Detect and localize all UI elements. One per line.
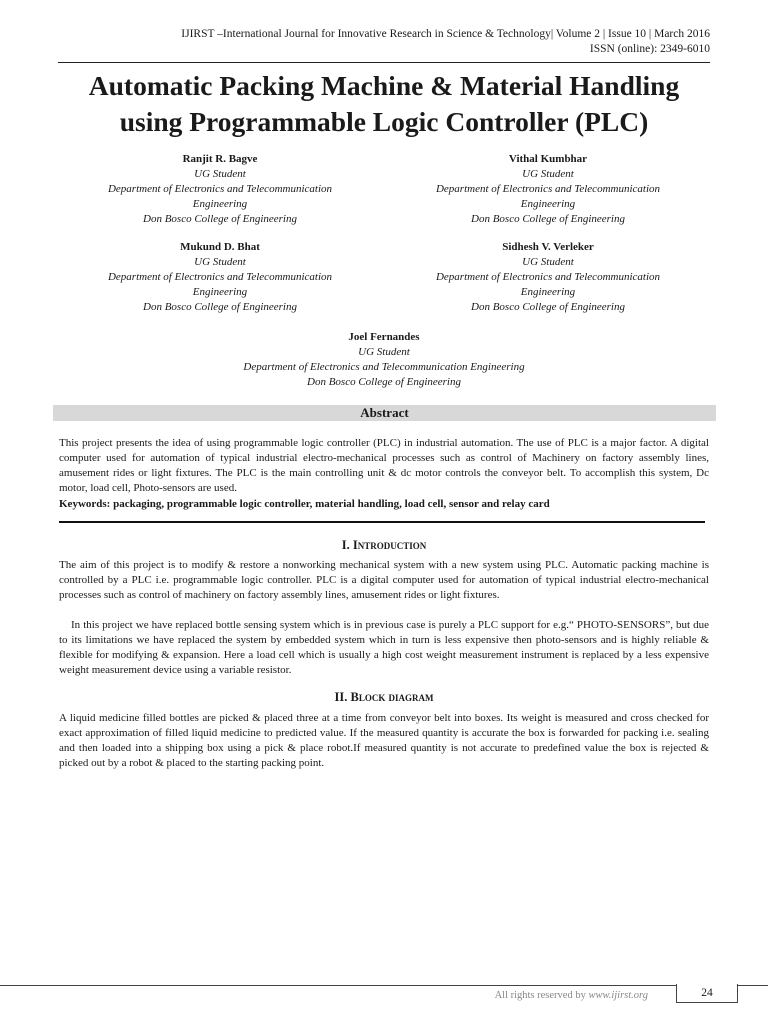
author-college: Don Bosco College of Engineering	[471, 213, 625, 225]
keywords-divider	[59, 521, 705, 523]
title-line-2: using Programmable Logic Controller (PLC)	[119, 106, 649, 137]
author-dept: Department of Electronics and Telecommunication	[107, 183, 333, 195]
footer-website-link[interactable]: www.ijirst.org	[588, 990, 648, 1001]
abstract-text: This project presents the idea of using programmable logic controller (PLC) in industrial automation. The use of PLC is a major factor. A digital computer used for automation of typical industrial electro-mechanical processes such as control of Machinery on factory assembly lines, amusement rides or light fixtures. The PLC is the main controlling unit & dc motor controls the conveyor belt. To accomplish this system, Dc motor, load cell, Photo-sensors are used.	[59, 437, 709, 494]
author-college: Don Bosco College of Engineering	[307, 376, 461, 388]
intro-paragraph-2-text: In this project we have replaced bottle sensing system which is in previous case is purely a PLC support for e.g.“ PHOTO-SENSORS”, but due to its limitations we have replaced the system by embedded system which in turn is less expensive then photo-sensors and is highly reliable & flexible for modifying & expansion. Here a load cell which is usually a high cost weight measurement instrument is replaced by a less expensive weight measurement device using a variable resistor.	[59, 619, 709, 676]
author-role: UG Student	[522, 256, 574, 268]
author-name: Mukund D. Bhat	[180, 241, 260, 253]
author-block	[140, 330, 628, 390]
author-name: Vithal Kumbhar	[508, 153, 588, 165]
header-divider	[58, 62, 710, 63]
author-role: UG Student	[194, 168, 246, 180]
page-number: 24	[676, 984, 738, 1003]
author-college: Don Bosco College of Engineering	[471, 301, 625, 313]
author-name: Ranjit R. Bagve	[182, 153, 258, 165]
author-dept-cont: Engineering	[520, 286, 576, 298]
author-role: UG Student	[522, 168, 574, 180]
author-dept: Department of Electronics and Telecommunication	[435, 271, 661, 283]
author-dept-cont: Engineering	[192, 286, 248, 298]
author-college: Don Bosco College of Engineering	[143, 301, 297, 313]
author-block	[392, 152, 704, 227]
author-dept: Department of Electronics and Telecommunication	[435, 183, 661, 195]
abstract-heading: Abstract	[53, 405, 716, 421]
section-number: I.	[341, 538, 350, 552]
intro-paragraph-2	[59, 618, 709, 678]
section-heading-introduction	[59, 537, 709, 553]
journal-issn: ISSN (online): 2349-6010	[589, 43, 710, 55]
section-number: II.	[334, 690, 348, 704]
footer-rights	[495, 990, 648, 1001]
footer-divider	[0, 985, 768, 986]
author-dept: Department of Electronics and Telecommunication	[107, 271, 333, 283]
author-name: Sidhesh V. Verleker	[502, 241, 594, 253]
author-block	[60, 240, 380, 315]
journal-citation: IJIRST –International Journal for Innovative Research in Science & Technology| Volume 2 | Issue 10 | March 2016	[181, 28, 710, 40]
author-dept-cont: Engineering	[192, 198, 248, 210]
author-name: Joel Fernandes	[348, 331, 420, 343]
block-diagram-paragraph: A liquid medicine filled bottles are picked & placed three at a time from conveyor belt into boxes. Its weight is measured and cross checked for exact approximation of filled liquid medicine to predicted value. If the measured quantity is accurate the box is forwarded for packing i.e. sealing and then loaded into a shipping box using a pick & place robot.If measured quantity is not accurate to predefined value the box is rejected & picked out by a robot & placed to the starting packing point.	[59, 712, 709, 769]
author-dept-cont: Engineering	[520, 198, 576, 210]
author-block	[392, 240, 704, 315]
journal-header	[181, 27, 710, 57]
paper-title	[30, 68, 738, 140]
author-college: Don Bosco College of Engineering	[143, 213, 297, 225]
author-dept: Department of Electronics and Telecommunication Engineering	[243, 361, 525, 373]
author-block	[60, 152, 380, 227]
author-role: UG Student	[194, 256, 246, 268]
section-title: Introduction	[352, 538, 427, 552]
footer-rights-text: All rights reserved by	[494, 990, 586, 1001]
author-role: UG Student	[358, 346, 410, 358]
keywords: Keywords: packaging, programmable logic controller, material handling, load cell, sensor and relay card	[59, 498, 550, 510]
intro-paragraph-1: The aim of this project is to modify & restore a nonworking mechanical system with a new system using PLC. Automatic packing machine is controlled by a PLC i.e. programmable logic controller. PLC is a digital computer used for automation of typical industrial electro-mechanical processes such as control of machinery on factory assembly lines, amusement rides or light fixtures.	[59, 559, 709, 601]
title-line-1: Automatic Packing Machine & Material Handling	[88, 70, 680, 101]
section-title: Block diagram	[350, 690, 434, 704]
section-heading-block-diagram	[59, 689, 709, 705]
